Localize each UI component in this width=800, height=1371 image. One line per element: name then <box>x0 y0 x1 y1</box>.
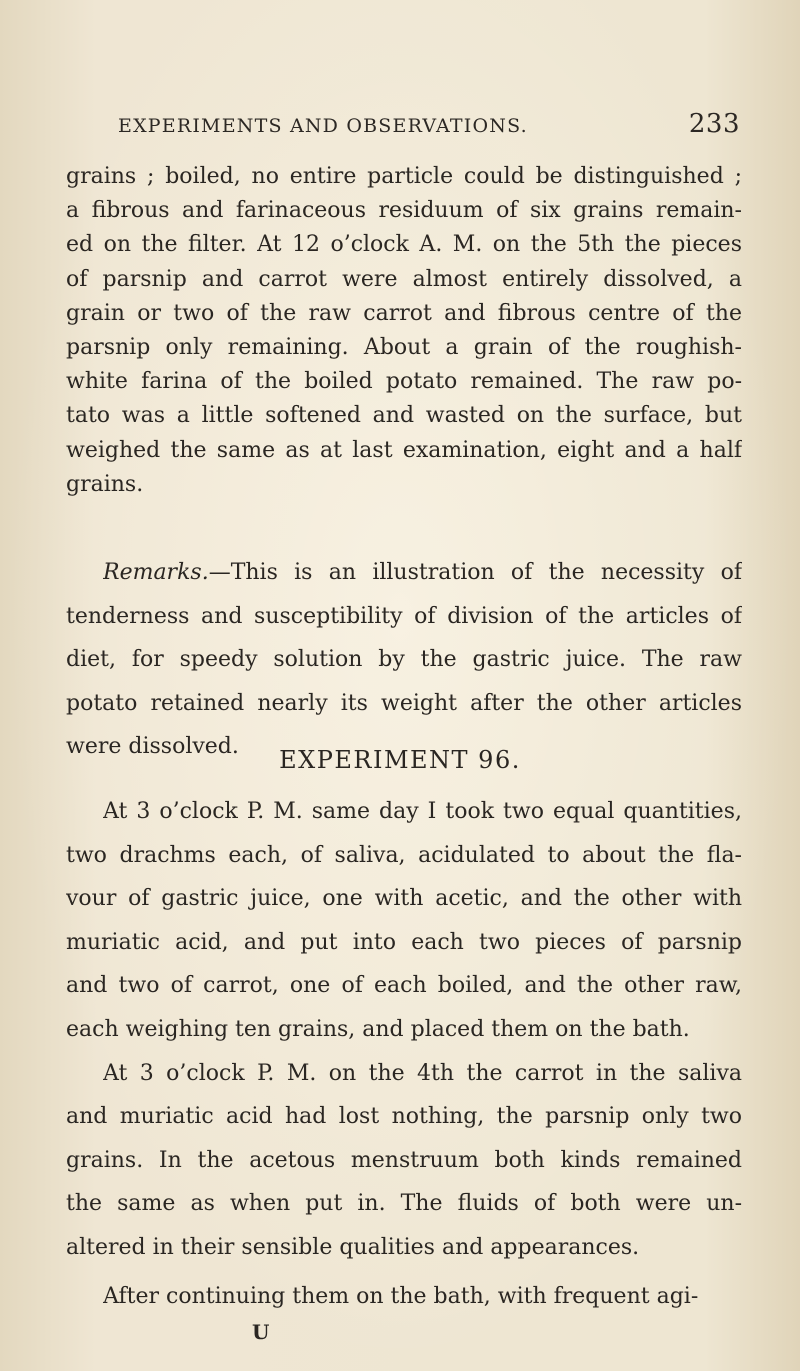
remarks-heading: Remarks. <box>103 560 209 585</box>
text-line: potato retained nearly its weight after the other articles <box>66 691 742 716</box>
text-line: After continuing them on the bath, with frequent agi- <box>103 1284 699 1309</box>
text-line: ed on the filter. At 12 o’clock A. M. on the 5th the pieces <box>66 232 742 257</box>
signature-mark: U <box>252 1320 270 1344</box>
text-line: grains. <box>66 472 144 497</box>
text-line: two drachms each, of saliva, acidulated to about the fla- <box>66 843 742 868</box>
text-line: altered in their sensible qualities and appearances. <box>66 1235 640 1260</box>
text-line: were dissolved. <box>66 734 239 759</box>
running-title: EXPERIMENTS AND OBSERVATIONS. <box>118 115 528 137</box>
text-line: and muriatic acid had lost nothing, the parsnip only two <box>66 1104 742 1129</box>
text-line: of parsnip and carrot were almost entirely dissolved, a <box>66 267 742 292</box>
text-line: white farina of the boiled potato remained. The raw po- <box>66 369 742 394</box>
text-line: grains ; boiled, no entire particle could be distinguished ; <box>66 164 742 189</box>
remarks-text: —This is an illustration of the necessity of <box>208 560 742 585</box>
text-line: muriatic acid, and put into each two pieces of parsnip <box>66 930 742 955</box>
text-line: tato was a little softened and wasted on the surface, but <box>66 403 742 428</box>
text-line: a fibrous and farinaceous residuum of six grains remain- <box>66 198 742 223</box>
page-number: 233 <box>688 109 740 139</box>
text-line: grains. In the acetous menstruum both kinds remained <box>66 1148 742 1173</box>
text-line: grain or two of the raw carrot and fibrous centre of the <box>66 301 742 326</box>
remarks-first-line <box>103 558 742 588</box>
text-line: At 3 o’clock P. M. same day I took two equal quantities, <box>103 799 742 824</box>
text-line: parsnip only remaining. About a grain of the roughish- <box>66 335 742 360</box>
text-line: At 3 o’clock P. M. on the 4th the carrot in the saliva <box>103 1061 742 1086</box>
text-line: diet, for speedy solution by the gastric juice. The raw <box>66 647 742 672</box>
text-line: each weighing ten grains, and placed them on the bath. <box>66 1017 690 1042</box>
text-line: weighed the same as at last examination, eight and a half <box>66 438 742 463</box>
text-line: vour of gastric juice, one with acetic, and the other with <box>66 886 742 911</box>
text-line: and two of carrot, one of each boiled, and the other raw, <box>66 973 742 998</box>
text-line: the same as when put in. The fluids of both were un- <box>66 1191 742 1216</box>
text-line: tenderness and susceptibility of division of the articles of <box>66 604 742 629</box>
page-header <box>118 109 740 145</box>
experiment-heading: EXPERIMENT 96. <box>279 746 521 774</box>
